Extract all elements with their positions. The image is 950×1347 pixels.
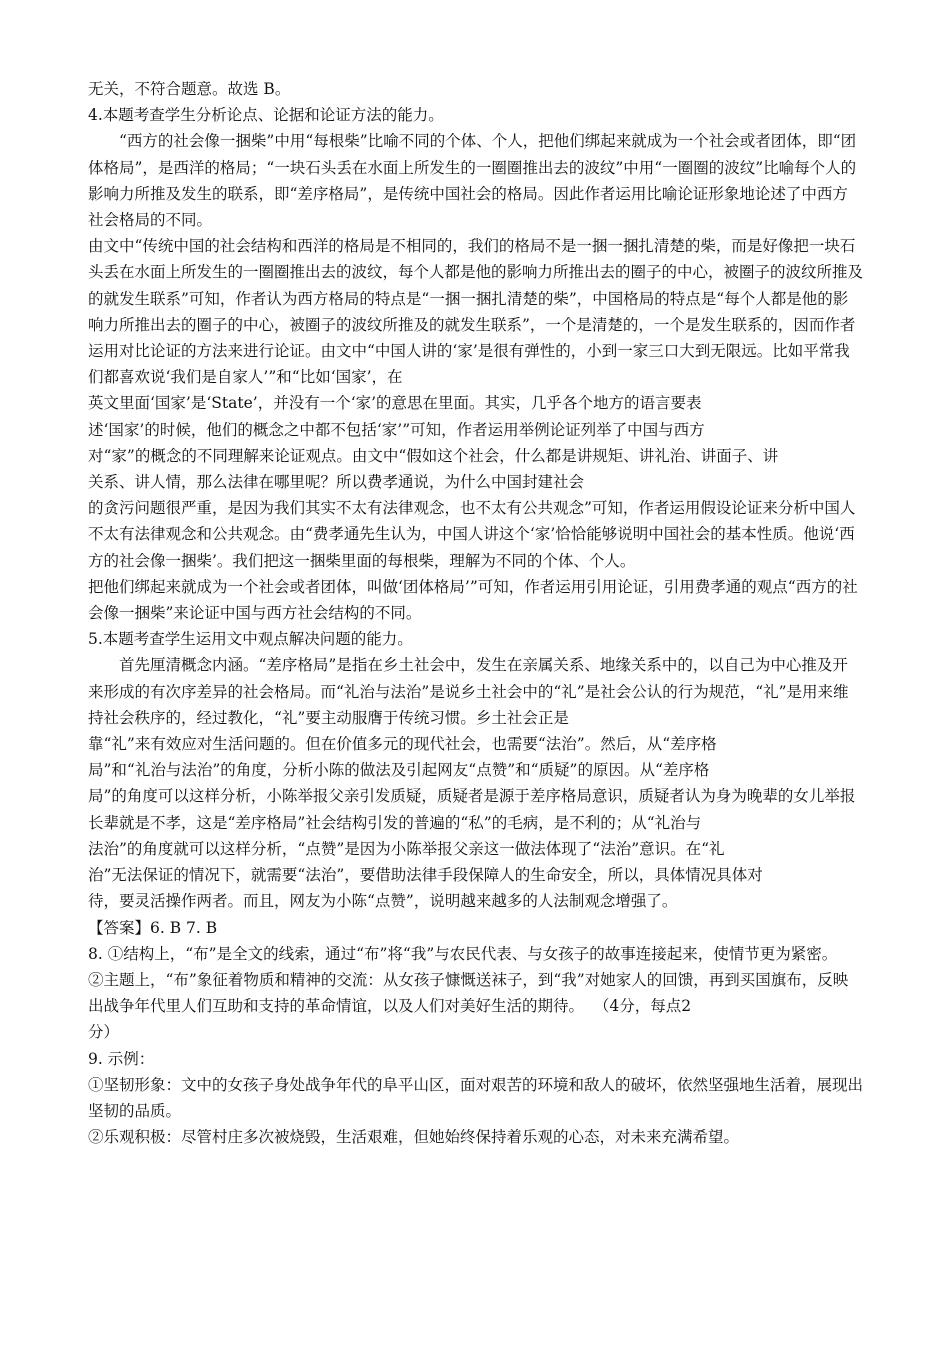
text-paragraph: “西方的社会像一捆柴”中用“每根柴”比喻不同的个体、个人，把他们绑起来就成为一个社会或者团体，即“团体格局”，是西洋的格局；“一块石头丢在水面上所发生的一圈圈推出去的波纹”中用“一圈圈的波纹”比喻每个人的影响力所推及发生的联系，即“差序格局”，是传统中国社会的格局。因此作者运用比喻论证形象地论述了中西方社会格局的不同。 <box>88 132 857 230</box>
answer-document <box>88 76 863 1150</box>
text-paragraph: 局”的角度可以这样分析，小陈举报父亲引发质疑，质疑者是源于差序格局意识，质疑者认为身为晚辈的女儿举报长辈就是不孝，这是“差序格局”社会结构引发的普遍的“私”的毛病，是不利的；从“礼治与 <box>88 787 856 832</box>
text-paragraph: ②乐观积极：尽管村庄多次被烧毁，生活艰难，但她始终保持着乐观的心态，对未来充满希望。 <box>88 1128 740 1147</box>
text-paragraph: 的贪污问题很严重，是因为我们其实不太有法律观念，也不太有公共观念”可知，作者运用假设论证来分析中国人不太有法律观念和公共观念。由“费孝通先生认为，中国人讲这个‘家’恰恰能够说明中国社会的基本性质。他说‘西方的社会像一捆柴’。我们把这一捆柴里面的每根柴，理解为不同的个体、个人。 <box>88 499 856 570</box>
text-paragraph: 无关，不符合题意。故选 B。 <box>88 80 291 98</box>
text-paragraph: 待，要灵活操作两者。而且，网友为小陈“点赞”，说明越来越多的人法制观念增强了。 <box>88 892 678 911</box>
text-paragraph: 治”无法保证的情况下，就需要“法治”，要借助法律手段保障人的生命安全，所以，具体情况具体对 <box>88 866 763 885</box>
text-paragraph: 8. ①结构上，“布”是全文的线索，通过“布”将“我”与农民代表、与女孩子的故事连接起来，使情节更为紧密。 <box>88 944 838 963</box>
text-paragraph: 局”和“礼治与法治”的角度，分析小陈的做法及引起网友“点赞”和“质疑”的原因。从“差序格 <box>88 761 710 780</box>
text-paragraph: 由文中“传统中国的社会结构和西洋的格局是不相同的，我们的格局不是一捆一捆扎清楚的柴，而是好像把一块石头丢在水面上所发生的一圈圈推出去的波纹，每个人都是他的影响力所推出去的圈子的中心，被圈子的波纹所推及的就发生联系”可知，作者认为西方格局的特点是“一捆一捆扎清楚的柴”，中国格局的特点是“每个人都是他的影响力所推出去的圈子的中心，被圈子的波纹所推及的就发生联系”，一个是清楚的，一个是发生联系的，因而作者运用对比论证的方法来进行论证。由文中“中国人讲的‘家’是很有弹性的，小到一家三口大到无限远。比如平常我们都喜欢说‘我们是自家人’”和“比如‘国家’，在 <box>88 237 864 387</box>
text-paragraph: 对“家”的概念的不同理解来论证观点。由文中“假如这个社会，什么都是讲规矩、讲礼治、讲面子、讲 <box>88 446 779 465</box>
text-paragraph: 述‘国家’的时候，他们的概念之中都不包括‘家’”可知，作者运用举例论证列举了中国与西方 <box>88 420 705 439</box>
text-paragraph: 5.本题考查学生运用文中观点解决问题的能力。 <box>88 630 413 649</box>
text-paragraph: 把他们绑起来就成为一个社会或者团体，叫做‘团体格局’”可知，作者运用引用论证，引用费孝通的观点“西方的社会像一捆柴”来论证中国与西方社会结构的不同。 <box>88 577 858 623</box>
text-paragraph: 关系、讲人情，那么法律在哪里呢？所以费孝通说，为什么中国封建社会 <box>88 473 585 492</box>
text-paragraph: 分） <box>88 1023 120 1042</box>
text-paragraph: ②主题上，“布”象征着物质和精神的交流：从女孩子慷慨送袜子，到“我”对她家人的回馈，再到买国旗布，反映出战争年代里人们互助和支持的革命情谊，以及人们对美好生活的期待。 （4分，每点2 <box>88 970 849 1016</box>
text-paragraph: 【答案】6. B 7. B <box>88 918 218 937</box>
text-paragraph: 9. 示例： <box>88 1049 155 1068</box>
text-paragraph: 首先厘清概念内涵。“差序格局”是指在乡土社会中，发生在亲属关系、地缘关系中的，以自己为中心推及开来形成的有次序差异的社会格局。而“礼治与法治”是说乡土社会中的“礼”是社会公认的行为规范，“礼”是用来维持社会秩序的，经过教化，“礼”要主动服膺于传统习惯。乡土社会正是 <box>88 656 849 727</box>
text-paragraph: 英文里面‘国家’是‘State’，并没有一个‘家’的意思在里面。其实，几乎各个地方的语言要表 <box>88 394 702 413</box>
text-paragraph: 4.本题考查学生分析论点、论据和论证方法的能力。 <box>88 106 444 125</box>
text-paragraph: 靠“礼”来有效应对生活问题的。但在价值多元的现代社会，也需要“法治”。然后，从“差序格 <box>88 735 717 754</box>
text-paragraph: 法治”的角度就可以这样分析，“点赞”是因为小陈举报父亲这一做法体现了“法治”意识。在“礼 <box>88 839 725 858</box>
text-paragraph: ①坚韧形象：文中的女孩子身处战争年代的阜平山区，面对艰苦的环境和敌人的破坏，依然坚强地生活着，展现出坚韧的品质。 <box>88 1075 864 1120</box>
